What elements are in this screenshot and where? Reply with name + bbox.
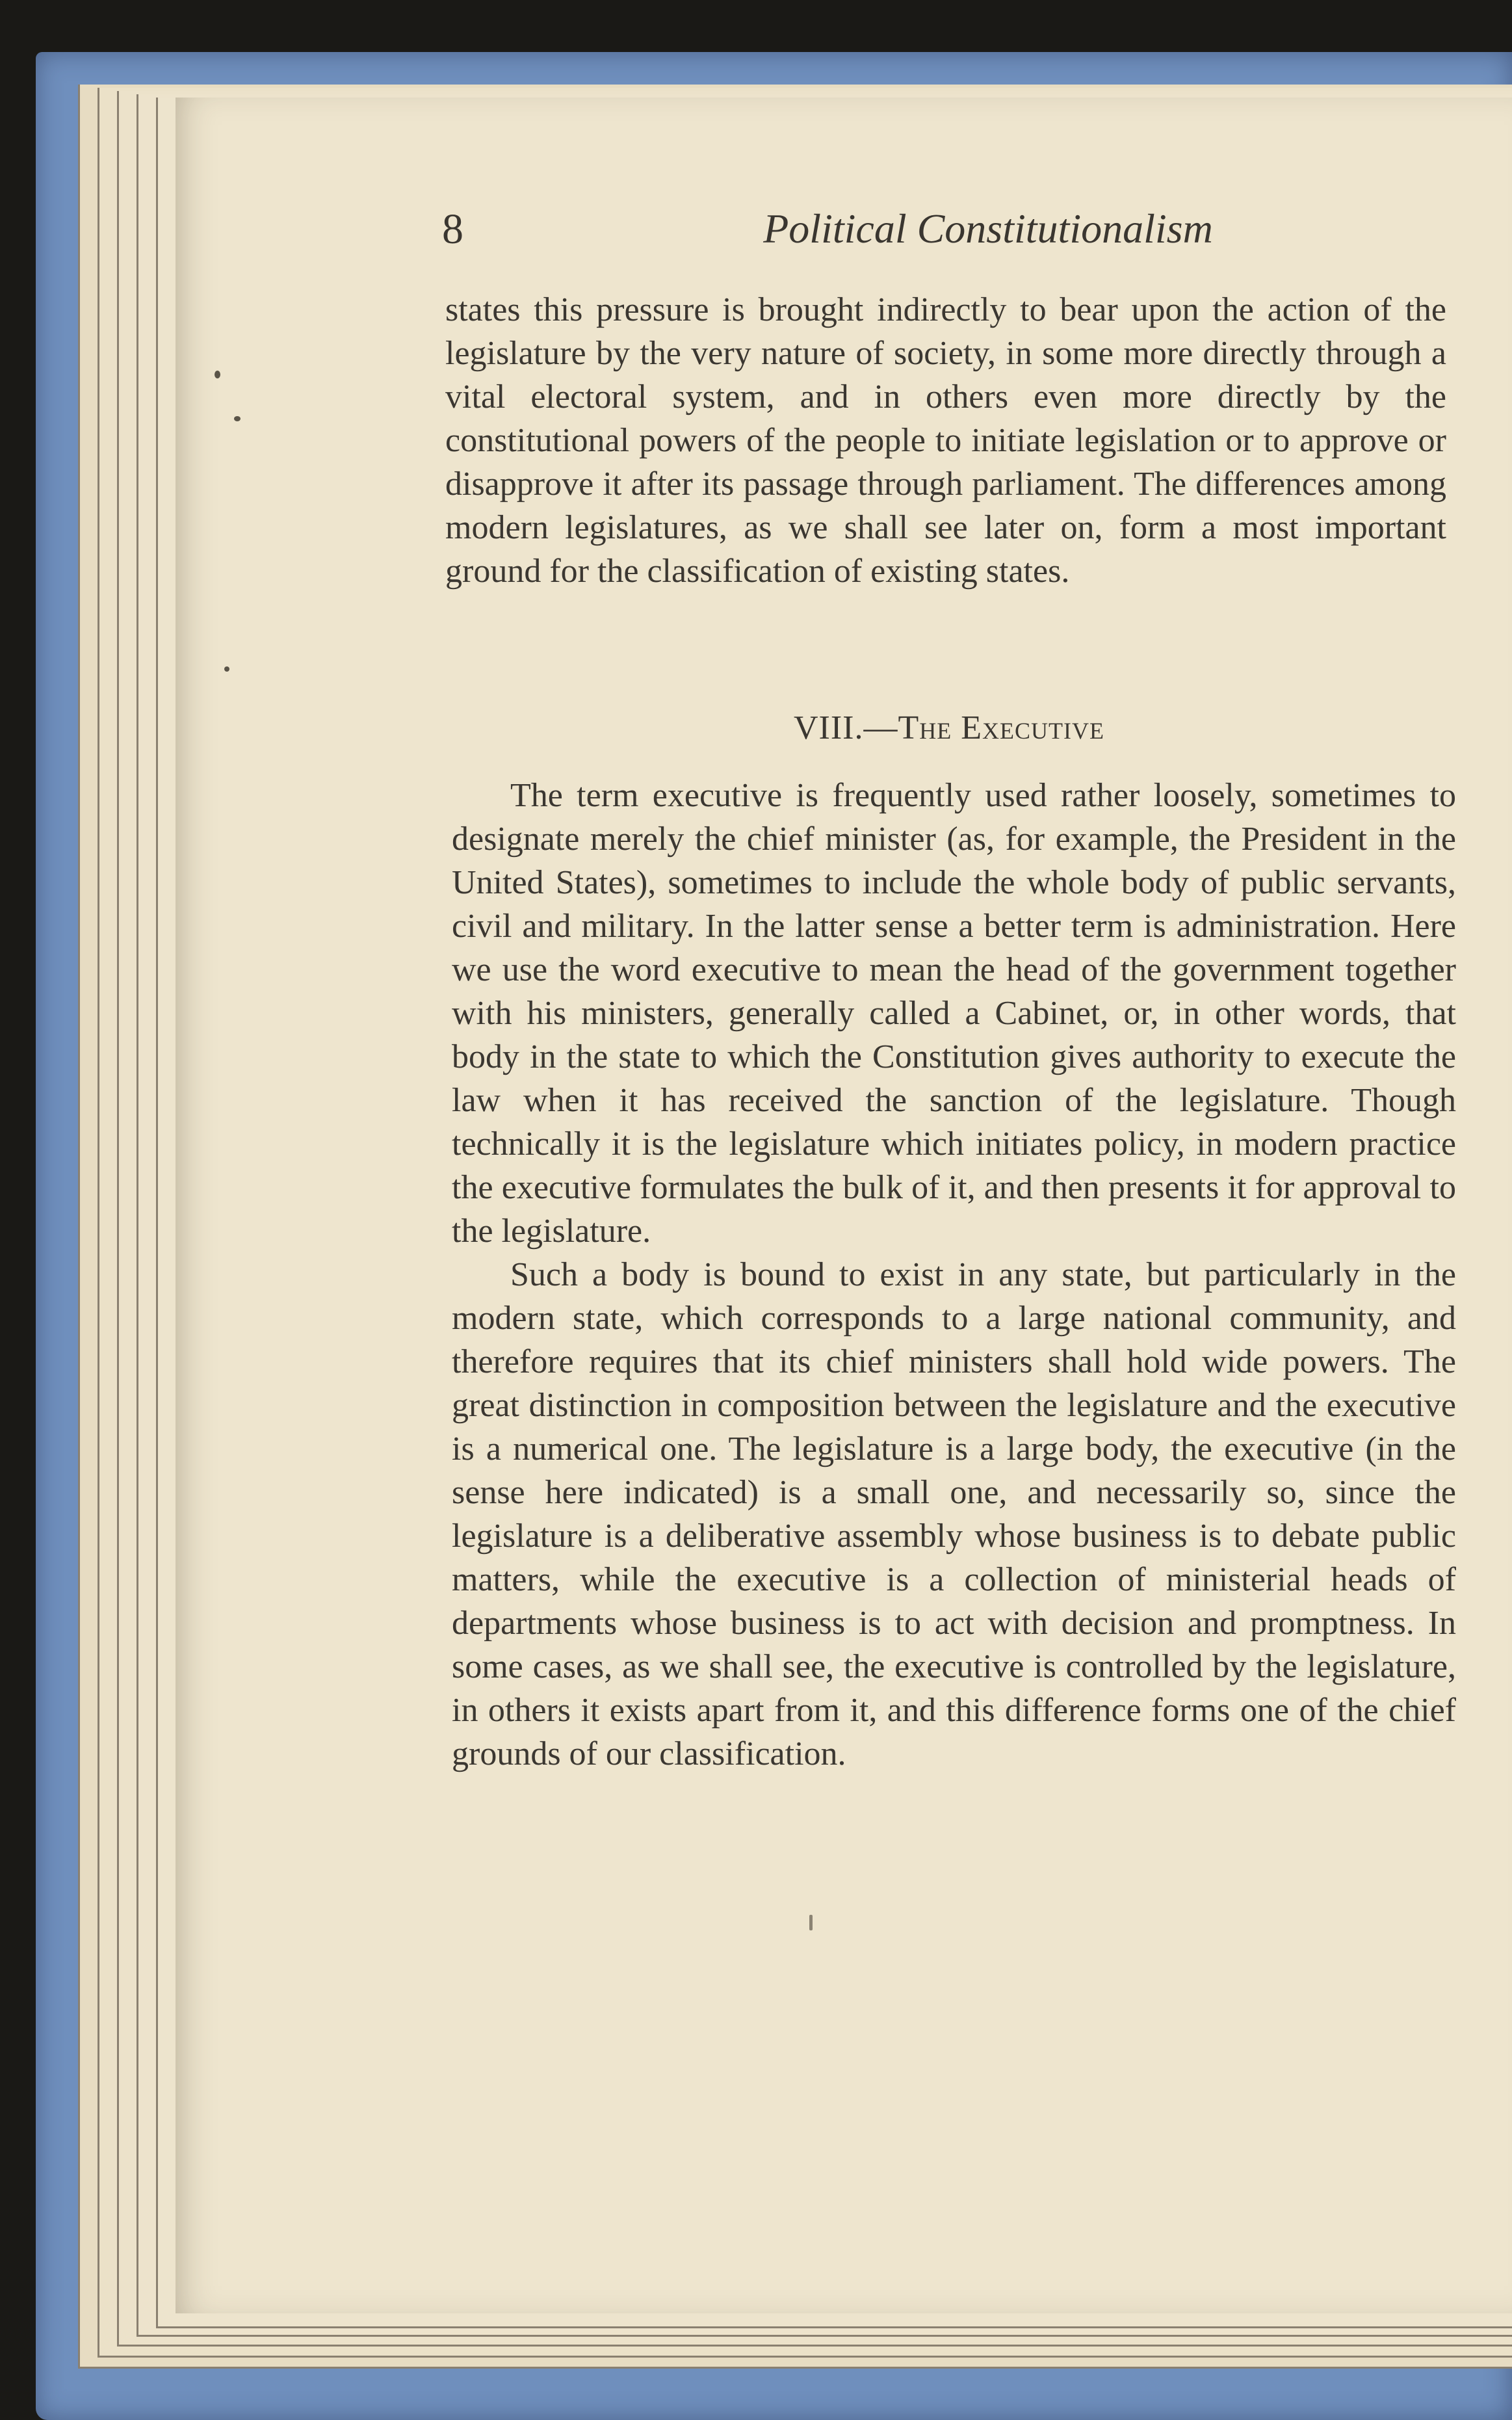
paragraph: The term executive is frequently used rather loosely, sometimes to designate merely the chief minister (as, for example, the President in the United States), sometimes to include the whole body of public servants, civil and military. In the latter sense a better term is administration. Here we use the word executive to mean the head of the government together with his ministers, generally called a Cabinet, or, in other words, that body in the state to which the Constitution gives authority to execute the law when it has received the sanction of the legislature. Though technically it is the legislature which initiates policy, in modern practice the executive formulates the bulk of it, and then presents it for approval to the legislature. [452, 777, 1456, 1250]
section-title: The Executive [898, 709, 1104, 746]
body-text-section [452, 774, 1456, 1776]
section-number: VIII.— [794, 709, 898, 746]
page-header [442, 205, 1456, 263]
paper-speck [234, 416, 241, 421]
paper-speck [215, 371, 220, 378]
page-number: 8 [442, 205, 463, 253]
section-heading [449, 709, 1450, 747]
body-text-top [445, 288, 1446, 593]
paragraph: states this pressure is brought indirectly to bear upon the action of the legislature by the very nature of society, in some more directly through a vital electoral system, and in others even more directly by the constitutional powers of the people to initiate legislation or to approve or disapprove it after its passage through parliament. The differences among modern legislatures, as we shall see later on, form a most important ground for the classification of existing states. [445, 291, 1446, 590]
paper-speck [224, 666, 229, 672]
paragraph: Such a body is bound to exist in any state, but particularly in the modern state, which corresponds to a large national community, and therefore requires that its chief ministers shall hold wide powers. The great distinction in composition between the legislature and the executive is a numerical one. The legislature is a large body, the executive (in the sense here indicated) is a small one, and necessarily so, since the legislature is a deliberative assembly whose business is to debate public matters, while the executive is a collection of ministerial heads of departments whose business is to act with decision and promptness. In some cases, as we shall see, the executive is controlled by the legislature, in others it exists apart from it, and this difference forms one of the chief grounds of our classification. [452, 1256, 1456, 1772]
paper-speck [809, 1915, 813, 1930]
running-title: Political Constitutionalism [763, 205, 1213, 252]
